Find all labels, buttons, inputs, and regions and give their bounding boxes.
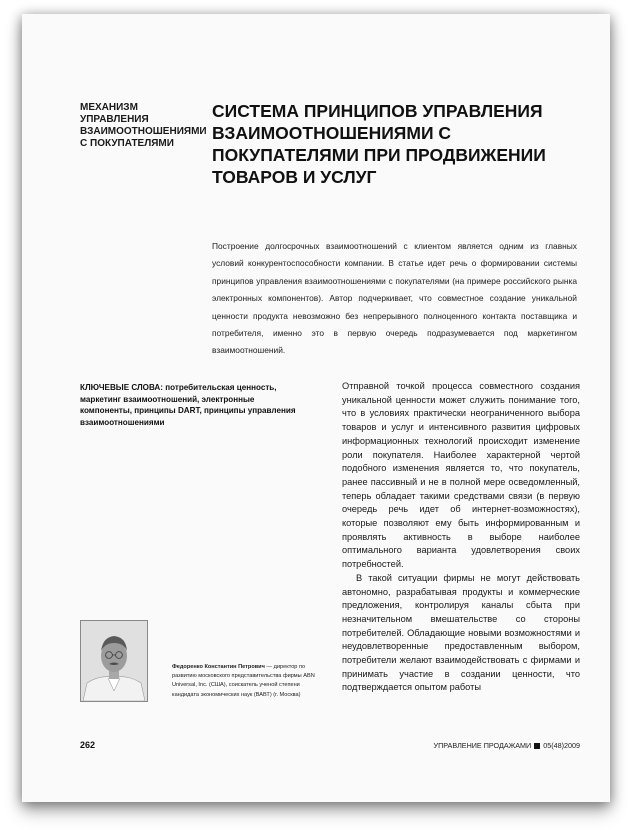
author-photo xyxy=(80,620,148,702)
author-portrait-image xyxy=(81,621,147,701)
author-description: — директор по развитию московского представительства фирмы ABN Universal, Inc. (США), соискатель ученой степени кандидата экономических наук (ВАВТ) (г. Москва) xyxy=(172,664,315,698)
article-abstract: Построение долгосрочных взаимоотношений с клиентом является одним из главных условий конкурентоспособности компании. В статье идет речь о формировании системы принципов управления взаимоотношениями с покупателями (на примере российского рынка электронных компонентов). Автор подчеркивает, что совместное создание уникальной ценности продукта невозможно без непрерывного полноценного контакта поставщика и потребителя, именно это в первую очередь подразумевается под маркетингом взаимоотношений. xyxy=(212,241,577,356)
body-paragraph-1: Отправной точкой процесса совместного создания уникальной ценности может служить понимание того, что в условиях практически неограниченного выбора товаров и услуг и интенсивного развития цифровых информационных технологий происходит изменение роли покупателя. Наиболее характерной чертой подобного изменения является то, что покупатель, ранее пассивный и не в полной мере осведомленный, теперь обладает такими средствами связи (в первую очередь речь идет об интернет-возможностях), которые позволяют ему быть информированным и проявлять активность в выборе наиболее оптимального варианта удовлетворения своих потребностей. xyxy=(342,381,580,570)
article-body xyxy=(342,380,580,695)
journal-issue: 05(48)2009 xyxy=(543,741,580,750)
author-name: Федоренко Константин Петрович xyxy=(172,664,265,670)
keywords-block xyxy=(80,382,306,428)
keywords-label: КЛЮЧЕВЫЕ СЛОВА: xyxy=(80,383,163,392)
journal-page xyxy=(22,14,610,802)
square-bullet-icon xyxy=(534,743,540,749)
section-label: МЕХАНИЗМ УПРАВЛЕНИЯ ВЗАИМООТНОШЕНИЯМИ С ПОКУПАТЕЛЯМИ xyxy=(80,102,207,149)
page-number: 262 xyxy=(80,740,96,750)
journal-name: УПРАВЛЕНИЕ ПРОДАЖАМИ xyxy=(433,741,532,750)
author-bio xyxy=(172,663,322,700)
body-paragraph-2: В такой ситуации фирмы не могут действовать автономно, разрабатывая продукты и коммерческие предложения, контролируя каналы сбыта при незначительном вмешательстве со стороны потребителей. Обладающие новыми возможностями и неудовлетворенные предоставленным выбором, потребители желают взаимодействовать с фирмами и принимать участие в создании ценности, что подтверждается опытом работы xyxy=(342,572,580,693)
footer-journal xyxy=(434,741,580,750)
article-title: СИСТЕМА ПРИНЦИПОВ УПРАВЛЕНИЯ ВЗАИМООТНОШЕНИЯМИ С ПОКУПАТЕЛЯМИ ПРИ ПРОДВИЖЕНИИ ТОВАРОВ И УСЛУГ xyxy=(212,101,546,187)
keywords-text: потребительская ценность, маркетинг взаимоотношений, электронные компоненты, принципы DART, принципы управления взаимоотношениями xyxy=(80,383,296,427)
